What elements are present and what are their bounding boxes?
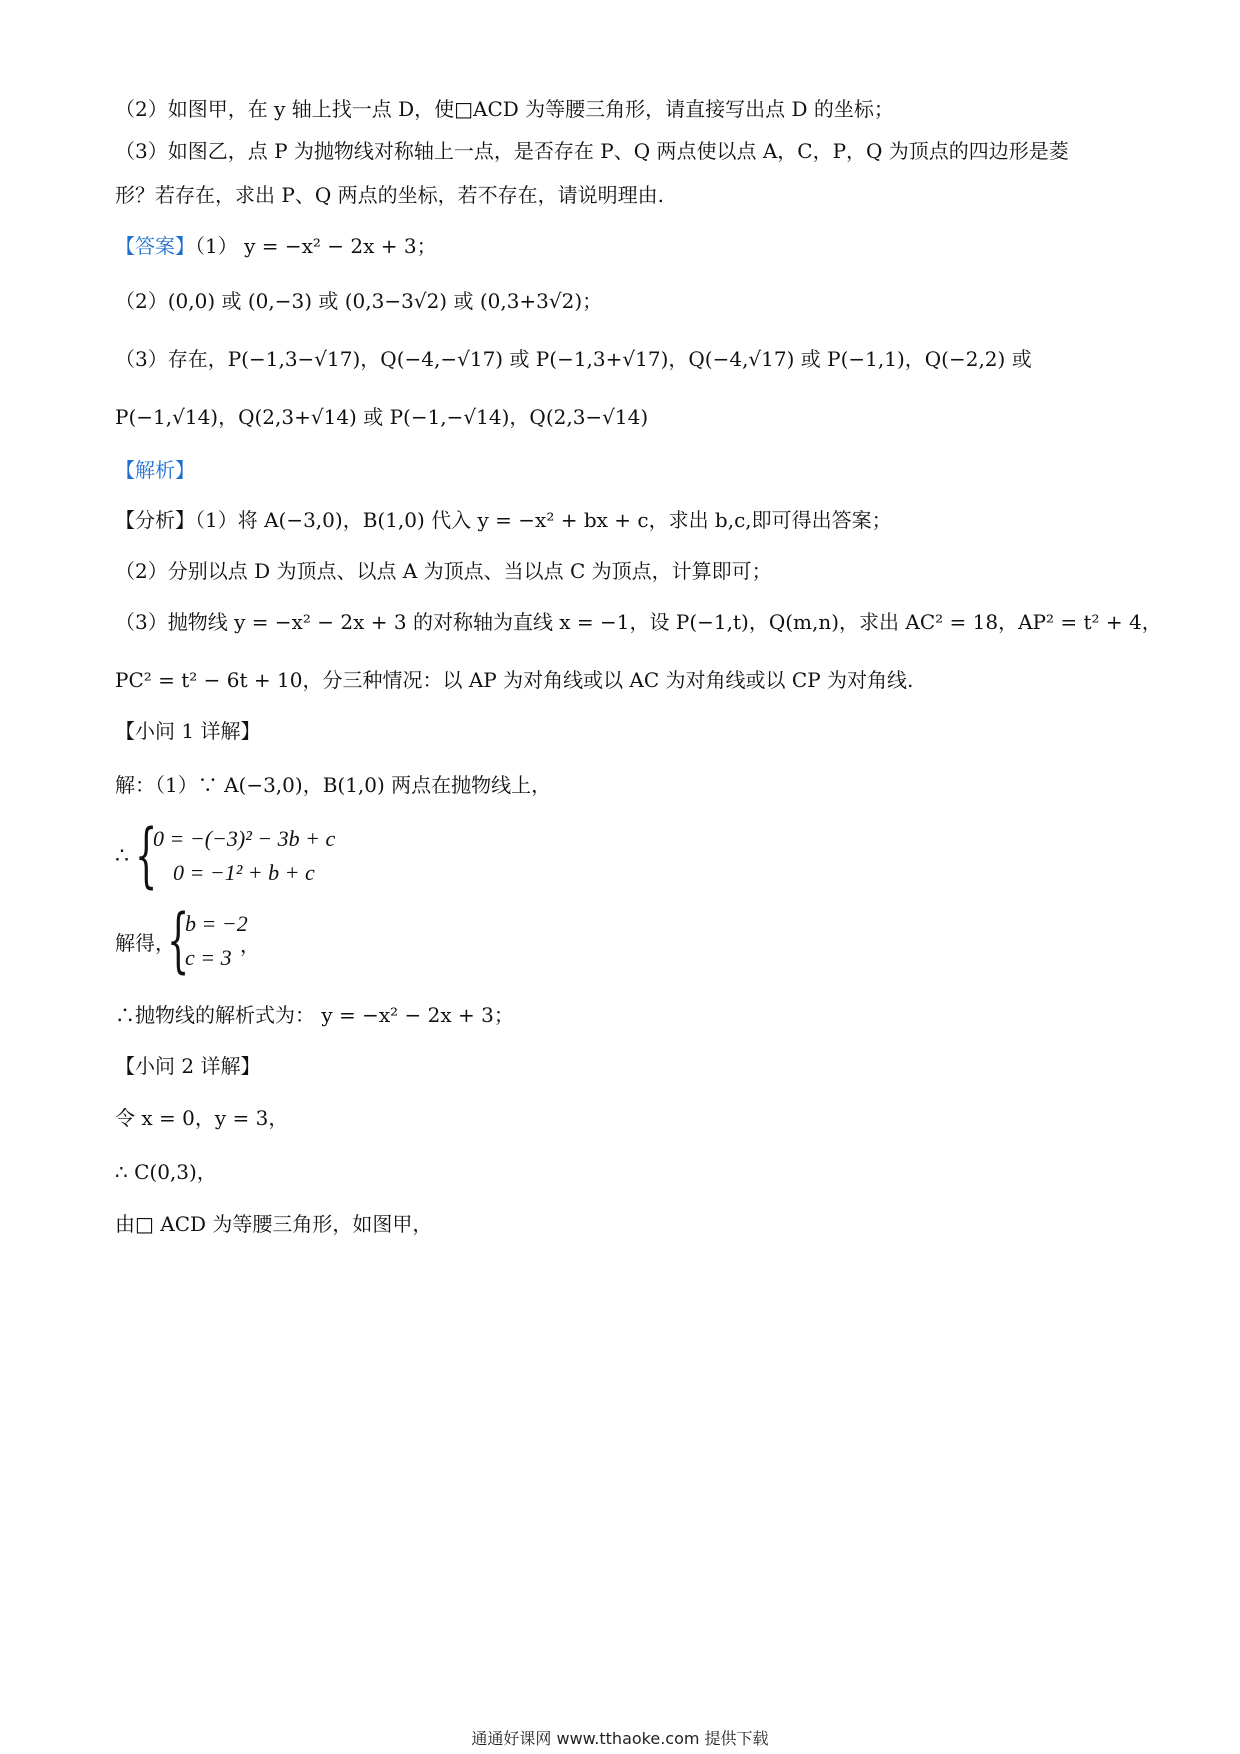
analysis-line-1: 【分析】（1）将 A(−3,0)，B(1,0) 代入 y = −x² + bx + c，求出 b,c,即可得出答案；	[115, 508, 892, 532]
analysis-line-4: PC² = t² − 6t + 10，分三种情况：以 AP 为对角线或以 AC 为对角线或以 CP 为对角线.	[115, 668, 914, 692]
solution-1-line-1: 解：（1）∵ A(−3,0)，B(1,0) 两点在抛物线上，	[115, 773, 552, 797]
equation-system-2	[115, 899, 415, 985]
analysis-line-2: （2）分别以点 D 为顶点、以点 A 为顶点、当以点 C 为顶点，计算即可；	[115, 559, 772, 583]
solution-2-line-3: 由□ ACD 为等腰三角形，如图甲，	[115, 1212, 433, 1236]
jiede-label: 解得，	[115, 931, 175, 955]
answer-tag: 【答案】	[115, 234, 195, 258]
analysis-tag: 【解析】	[115, 458, 195, 482]
answer-3-line-1: （3）存在，P(−1,3−√17)，Q(−4,−√17) 或 P(−1,3+√17)，Q(−4,√17) 或 P(−1,1)，Q(−2,2) 或	[115, 347, 1032, 371]
solution-1-conclusion: ∴抛物线的解析式为： y = −x² − 2x + 3；	[115, 1003, 514, 1027]
answer-3-line-2: P(−1,√14)，Q(2,3+√14) 或 P(−1,−√14)，Q(2,3−√14)	[115, 405, 649, 429]
answer-2: （2）(0,0) 或 (0,−3) 或 (0,3−3√2) 或 (0,3+3√2)；	[115, 289, 603, 313]
footer-text: 通通好课网 www.tthaoke.com 提供下载	[471, 1729, 769, 1748]
therefore-symbol: ∴	[115, 844, 129, 869]
equation-system-1	[115, 814, 415, 900]
subquestion-1-title: 【小问 1 详解】	[115, 719, 261, 743]
system-1-eq-b: 0 = −1² + b + c	[173, 860, 315, 885]
comma: ，	[240, 933, 260, 957]
brace: {	[135, 814, 158, 896]
answer-1: （1） y = −x² − 2x + 3；	[195, 234, 437, 258]
question-3-line-2: 形？若存在，求出 P、Q 两点的坐标，若不存在，请说明理由.	[115, 183, 664, 207]
system-2-eq-a: b = −2	[185, 911, 248, 936]
question-2: （2）如图甲，在 y 轴上找一点 D，使□ACD 为等腰三角形，请直接写出点 D 的坐标；	[115, 97, 894, 121]
system-2-eq-b: c = 3	[185, 945, 232, 970]
solution-2-line-1: 令 x = 0，y = 3，	[115, 1106, 289, 1130]
answer-line-1	[115, 232, 1140, 260]
brace: {	[167, 899, 190, 981]
subquestion-2-title: 【小问 2 详解】	[115, 1054, 261, 1078]
analysis-line-3: （3）抛物线 y = −x² − 2x + 3 的对称轴为直线 x = −1，设 P(−1,t)，Q(m,n)，求出 AC² = 18，AP² = t² + 4，	[115, 610, 1162, 634]
question-3-line-1: （3）如图乙，点 P 为抛物线对称轴上一点，是否存在 P、Q 两点使以点 A，C，P，Q 为顶点的四边形是菱	[115, 139, 1069, 163]
system-1-eq-a: 0 = −(−3)² − 3b + c	[153, 826, 336, 851]
solution-2-line-2: ∴ C(0,3)，	[115, 1160, 217, 1184]
